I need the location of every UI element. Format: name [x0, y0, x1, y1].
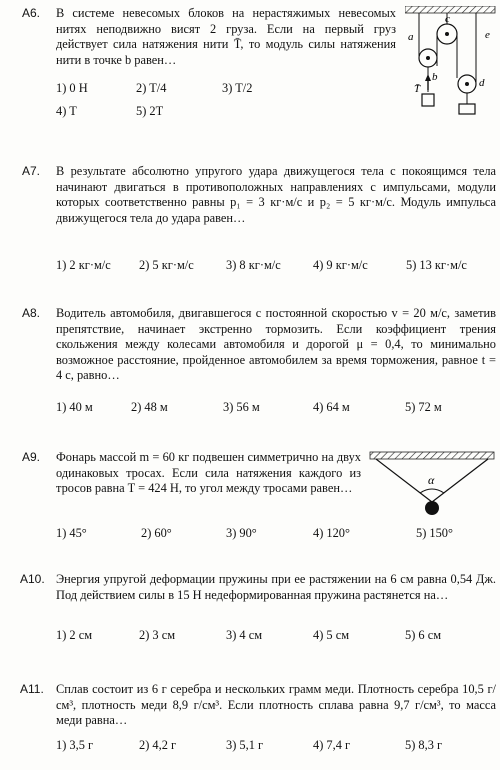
question-a6	[0, 6, 500, 136]
option-4[interactable]: 4) 5 см	[313, 628, 350, 642]
option-1[interactable]: 1) 2 кг·м/с	[56, 258, 111, 272]
lantern-figure	[368, 450, 498, 522]
options-row	[56, 526, 453, 542]
option-5[interactable]: 5) 13 кг·м/с	[406, 258, 467, 272]
question-number: A9.	[22, 450, 41, 464]
options-row	[56, 738, 442, 754]
pulley-system-figure	[405, 6, 497, 124]
option-5[interactable]: 5) 2T	[136, 103, 164, 118]
option-4[interactable]: 4) T	[56, 103, 77, 118]
figure-label-c: c	[445, 13, 450, 25]
option-3[interactable]: 3) T/2	[222, 81, 253, 95]
question-text: В результате абсолютно упругого удара движущегося тела с покоящимся тела начинают двигаться в противоположных направлениях с импульсами, модули которых соответственно равны p₁ = 3 кг·м/с и p₂ = 5 кг·м/с. Модуль импульса движущегося тела до удара равен…	[56, 164, 496, 225]
option-1[interactable]: 1) 0 Н	[56, 81, 88, 95]
question-number: A6.	[22, 6, 41, 20]
option-5[interactable]: 5) 6 см	[405, 628, 442, 642]
figure-label-d: d	[479, 77, 485, 89]
option-4[interactable]: 4) 120°	[313, 526, 350, 540]
option-5[interactable]: 5) 8,3 г	[405, 738, 443, 752]
figure-label-b: b	[432, 71, 438, 83]
question-text: Сплав состоит из 6 г серебра и нескольких грамм меди. Плотность серебра 10,5 г/см³, плотность меди 8,9 г/см³. Если плотность сплава равна 9,7 г/см³, то масса меди равна…	[56, 682, 496, 728]
option-2[interactable]: 2) 5 кг·м/с	[139, 258, 194, 272]
option-3[interactable]: 3) 4 см	[226, 628, 263, 642]
figure-label-a: a	[408, 31, 414, 43]
question-text: В системе невесомых блоков на нерастяжимых невесомых нитях неподвижно висят 2 груза. Если на первый груз действует сила натяжения нити T̄, то модуль силы натяжения нити в точке b равен…	[56, 6, 396, 67]
question-text: Фонарь массой m = 60 кг подвешен симметрично на двух одинаковых тросах. Если сила натяжения каждого из тросов равна T = 424 Н, то угол между тросами равен…	[56, 450, 361, 496]
question-text: Энергия упругой деформации пружины при ее растяжении на 6 см равна 0,54 Дж. Под действием силы в 15 Н недеформированная пружина растянется на…	[56, 572, 496, 602]
question-number: A10.	[20, 572, 45, 586]
option-3[interactable]: 3) 56 м	[223, 400, 260, 414]
figure-label-t: T̄	[414, 83, 421, 95]
question-number: A11.	[20, 682, 44, 696]
question-a7	[0, 164, 500, 274]
option-3[interactable]: 3) 5,1 г	[226, 738, 264, 752]
question-text: Водитель автомобиля, двигавшегося с постоянной скоростью v = 20 м/с, заметив препятствие, начинает экстренно тормозить. Если коэффициент трения скольжения между колесами автомобиля и дорогой μ = 0,4, то минимально возможное расстояние, пройденное автомобилем за время торможения, равное t = 4 с, равно…	[56, 306, 496, 383]
option-5[interactable]: 5) 150°	[416, 526, 453, 540]
question-number: A8.	[22, 306, 41, 320]
option-3[interactable]: 3) 90°	[226, 526, 257, 540]
option-2[interactable]: 2) 4,2 г	[139, 738, 177, 752]
angle-label: α	[428, 473, 435, 487]
option-2[interactable]: 2) 60°	[141, 526, 172, 540]
options-row	[56, 400, 442, 416]
option-1[interactable]: 1) 3,5 г	[56, 738, 94, 752]
options-row	[56, 258, 467, 274]
option-5[interactable]: 5) 72 м	[405, 400, 442, 414]
option-1[interactable]: 1) 40 м	[56, 400, 93, 414]
option-2[interactable]: 2) 48 м	[131, 400, 168, 414]
option-1[interactable]: 1) 2 см	[56, 628, 93, 642]
option-4[interactable]: 4) 64 м	[313, 400, 350, 414]
option-1[interactable]: 1) 45°	[56, 526, 87, 540]
option-3[interactable]: 3) 8 кг·м/с	[226, 258, 281, 272]
question-a11	[0, 682, 500, 762]
question-number: A7.	[22, 164, 41, 178]
option-2[interactable]: 2) 3 см	[139, 628, 176, 642]
option-4[interactable]: 4) 7,4 г	[313, 738, 351, 752]
option-4[interactable]: 4) 9 кг·м/с	[313, 258, 368, 272]
option-2[interactable]: 2) T/4	[136, 81, 167, 95]
figure-label-e: e	[485, 29, 490, 41]
question-a9	[0, 450, 500, 542]
options-row	[56, 81, 286, 119]
question-a8	[0, 306, 500, 416]
question-a10	[0, 572, 500, 644]
options-row	[56, 628, 441, 644]
